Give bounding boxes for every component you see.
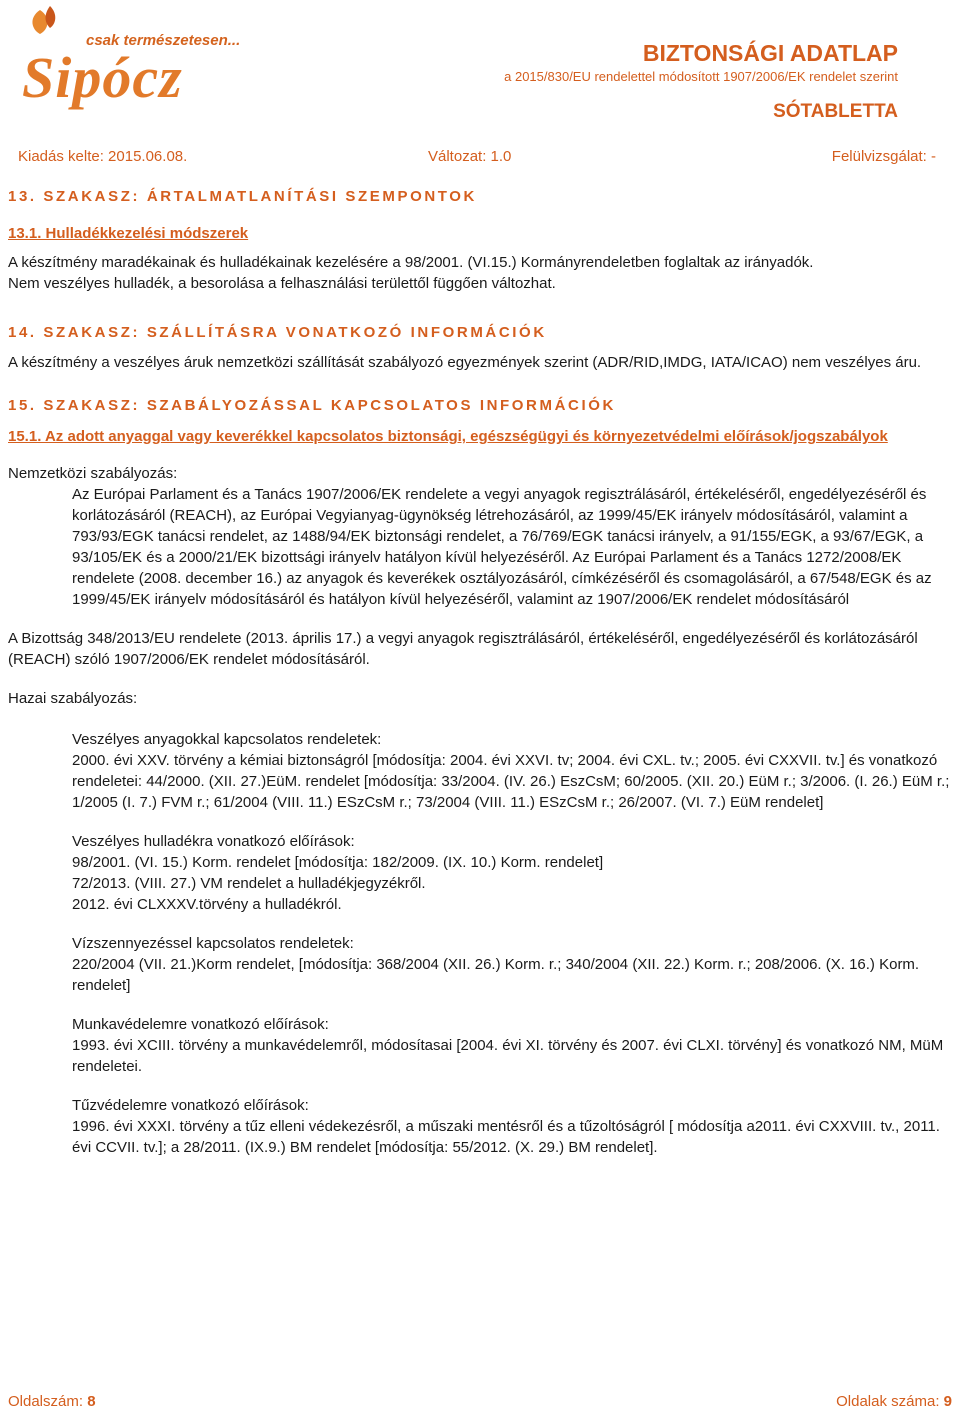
- block-line: 98/2001. (VI. 15.) Korm. rendelet [módosítja: 182/2009. (IX. 10.) Korm. rendelet]: [72, 854, 604, 871]
- logo-wordmark: Sipócz: [22, 45, 183, 110]
- regulation-block-safety: [8, 1014, 950, 1077]
- review-date: Felülvizsgálat: -: [831, 148, 936, 165]
- section-14-heading: 14. SZAKASZ: SZÁLLÍTÁSRA VONATKOZÓ INFORMÁCIÓK: [8, 324, 547, 341]
- page-count: [836, 1393, 952, 1410]
- page-count-value: 9: [943, 1393, 952, 1410]
- product-name: SÓTABLETTA: [773, 101, 898, 122]
- block-text: 1993. évi XCIII. törvény a munkavédelemről, módosítasai [2004. évi XI. törvény és 2007. évi CLXI. törvény] és vonatkozó NM, MüM rendeletei.: [72, 1037, 944, 1075]
- block-line: 72/2013. (VIII. 27.) VM rendelet a hulladékjegyzékről.: [72, 875, 426, 892]
- block-title: Veszélyes anyagokkal kapcsolatos rendeletek:: [72, 731, 382, 748]
- section-13-paragraph-1: A készítmény maradékainak és hulladékainak kezelésére a 98/2001. (VI.15.) Kormányrendeletben foglaltak az irányadók.: [8, 254, 814, 271]
- block-title: Munkavédelemre vonatkozó előírások:: [72, 1016, 329, 1033]
- regulation-block-fire: [8, 1095, 950, 1158]
- page-number-value: 8: [87, 1393, 96, 1410]
- page-number-label: Oldalszám:: [8, 1393, 84, 1410]
- block-title: Veszélyes hulladékra vonatkozó előírások:: [72, 833, 355, 850]
- page-number: [8, 1393, 96, 1410]
- block-title: Tűzvédelemre vonatkozó előírások:: [72, 1097, 309, 1114]
- commission-regulation: A Bizottság 348/2013/EU rendelete (2013. április 17.) a vegyi anyagok regisztrálásáról, értékeléséről, engedélyezéséről és korlátozásáról (REACH) szóló 1907/2006/EK rendelet módosításáról.: [8, 630, 918, 668]
- section-13-paragraph-2: Nem veszélyes hulladék, a besorolása a felhasználási területtől függően változhat.: [8, 275, 556, 292]
- block-text: 2000. évi XXV. törvény a kémiai biztonságról [módosítja: 2004. évi XXVI. tv; 2004. évi CXL. tv.; 2005. évi CXXVII. tv.] és vonatkozó rendeletei: 44/2000. (XII. 27.)EüM. rendelet [módosítja: 33/2004. (IV. 26.) EszCsM; 60/2005. (XII. 20.) EüM r.; 3/2006. (I. 26.) EüM r.; 1/2005 (I. 7.) FVM r.; 61/2004 (VIII. 11.) ESzCsM r.; 73/2004 (VIII. 11.) ESzCsM r.; 26/2007. (VI. 7.) EüM rendelet]: [72, 752, 950, 811]
- regulation-block-water: [8, 933, 950, 996]
- section-15-heading: 15. SZAKASZ: SZABÁLYOZÁSSAL KAPCSOLATOS INFORMÁCIÓK: [8, 397, 616, 414]
- section-13-heading: 13. SZAKASZ: ÁRTALMATLANÍTÁSI SZEMPONTOK: [8, 188, 477, 205]
- document-title: BIZTONSÁGI ADATLAP: [642, 40, 898, 66]
- block-text: 220/2004 (VII. 21.)Korm rendelet, [módosítja: 368/2004 (XII. 26.) Korm. r.; 340/2004 (XII. 22.) Korm. r.; 208/2006. (X. 16.) Korm. rendelet]: [72, 956, 920, 994]
- section-14-paragraph: A készítmény a veszélyes áruk nemzetközi szállítását szabályozó egyezmények szerint (ADR/RID,IMDG, IATA/ICAO) nem veszélyes áru.: [8, 354, 922, 371]
- block-text: 1996. évi XXXI. törvény a tűz elleni védekezésről, a műszaki mentésről és a tűzoltóságról [ módosítja a2011. évi CXXVIII. tv., 2011. évi CCVII. tv.]; a 28/2011. (IX.9.) BM rendelet [módosítja: 55/2012. (X. 29.) BM rendelet].: [72, 1118, 940, 1156]
- block-title: Vízszennyezéssel kapcsolatos rendeletek:: [72, 935, 354, 952]
- version: Változat: 1.0: [428, 148, 512, 165]
- international-text: Az Európai Parlament és a Tanács 1907/2006/EK rendelete a vegyi anyagok regisztrálásáról, értékeléséről, engedélyezéséről és korlátozásáról (REACH), az Európai Vegyianyag-ügynökség létrehozásáról, az 1999/45/EK irányelv módosításáról, valamint a 793/93/EGK tanácsi rendelet, az 1488/94/EK biztonsági rendelet, a 76/769/EGK tanácsi irányelv, a 91/155/EGK, a 93/67/EGK, a 93/105/EK és a 2000/21/EK bizottsági irányelv hatályon kívül helyezéséről. Az Európai Parlament és a Tanács 1272/2008/EK rendelete (2008. december 16.) az anyagok és keverékek osztályozásáról, címkézéséről és csomagolásáról, a 67/548/EGK és az 1999/45/EK irányelv módosításáról és hatályon kívül helyezéséről, valamint az 1907/2006/EK rendelet módosításáról: [72, 486, 932, 608]
- subsection-13-1: 13.1. Hulladékkezelési módszerek: [8, 225, 249, 242]
- issue-date: Kiadás kelte: 2015.06.08.: [18, 148, 188, 165]
- domestic-label: Hazai szabályozás:: [8, 690, 138, 707]
- page-count-label: Oldalak száma:: [836, 1393, 940, 1410]
- logo-tagline: csak természetesen...: [86, 32, 241, 49]
- international-label: Nemzetközi szabályozás:: [8, 465, 178, 482]
- regulation-block-hazardous: [8, 729, 950, 813]
- document-subtitle: a 2015/830/EU rendelettel módosított 1907/2006/EK rendelet szerint: [504, 69, 898, 84]
- regulation-block-waste: [8, 831, 950, 915]
- subsection-15-1: 15.1. Az adott anyaggal vagy keverékkel kapcsolatos biztonsági, egészségügyi és környezetvédelmi előírások/jogszabályok: [8, 428, 888, 445]
- block-line: 2012. évi CLXXXV.törvény a hulladékról.: [72, 896, 342, 913]
- document-body: [8, 186, 950, 1158]
